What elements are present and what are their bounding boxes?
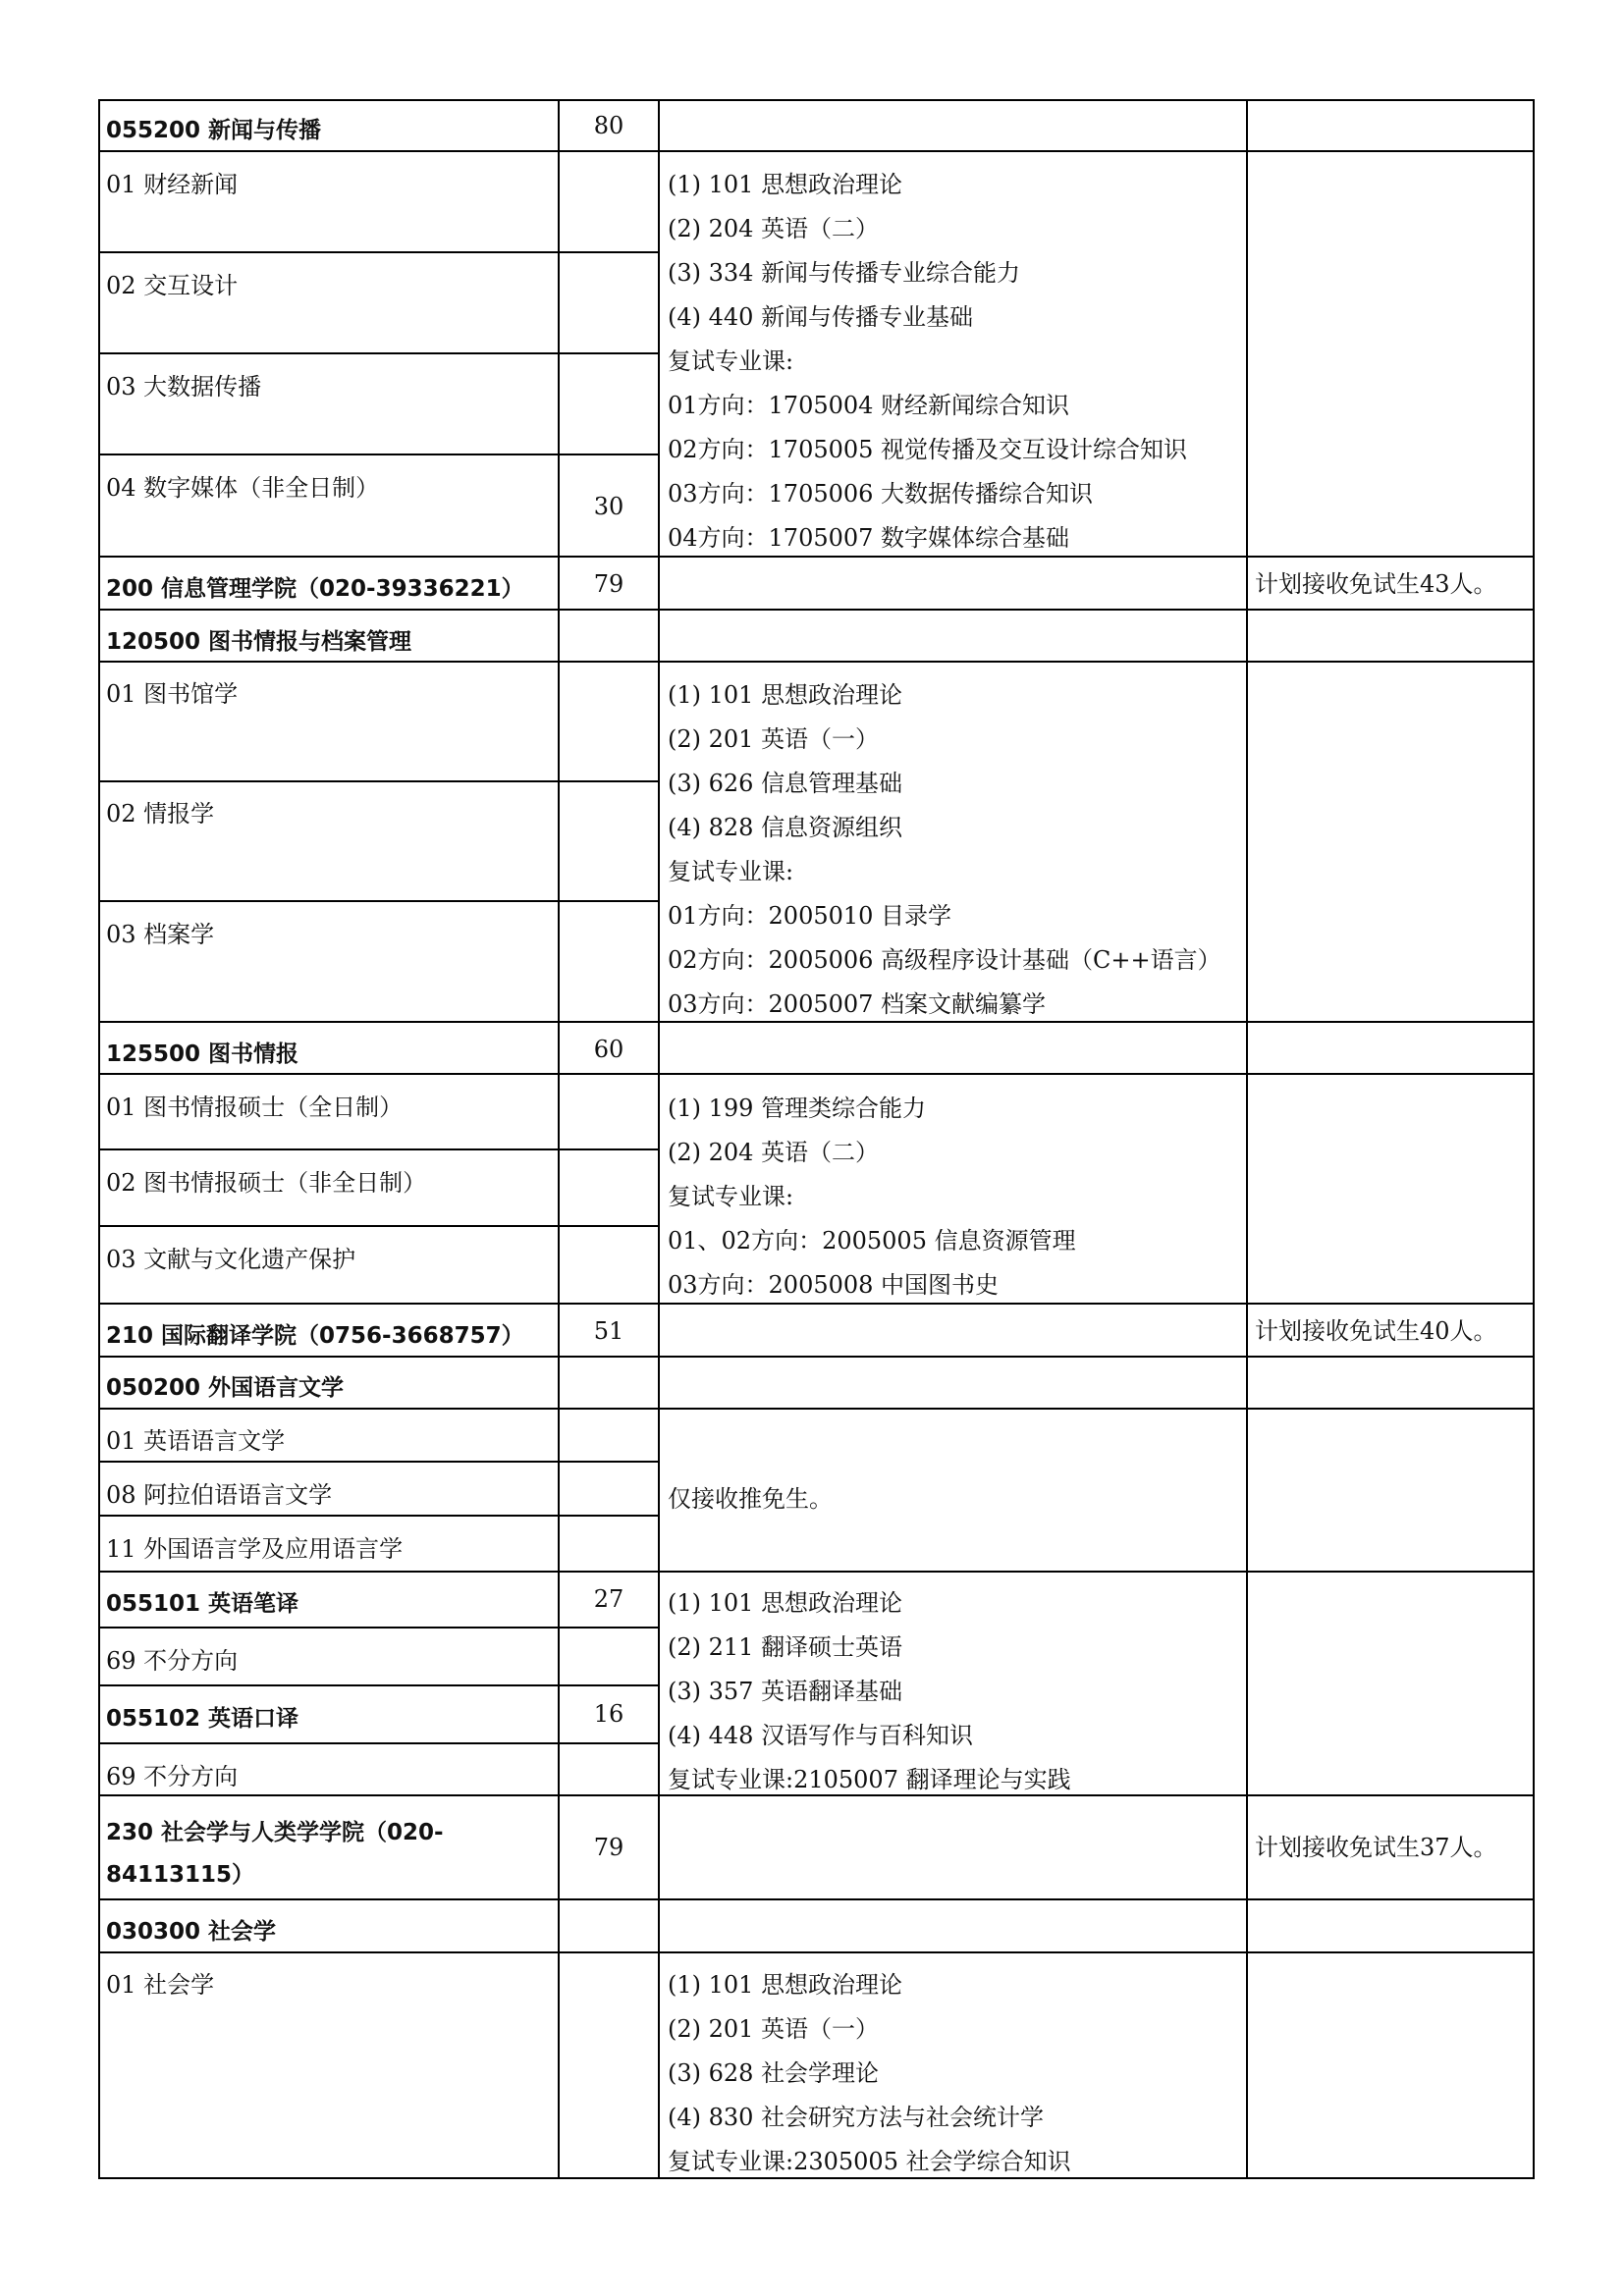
exam-line: (1) 101 思想政治理论 bbox=[668, 171, 903, 198]
direction-name: 01 财经新闻 bbox=[106, 171, 239, 198]
program-heading: 050200 外国语言文学 bbox=[106, 1375, 345, 1401]
exam-line: (2) 204 英语（二） bbox=[668, 215, 880, 242]
direction-name: 04 数字媒体（非全日制） bbox=[106, 474, 380, 502]
program-heading: 030300 社会学 bbox=[106, 1919, 277, 1945]
exam-line: 01方向：2005010 目录学 bbox=[668, 902, 952, 930]
exam-line: (2) 201 英语（一） bbox=[668, 2015, 880, 2043]
exam-line: (1) 101 思想政治理论 bbox=[668, 1971, 903, 1999]
exam-line: 03方向：1705006 大数据传播综合知识 bbox=[668, 480, 1094, 507]
direction-name: 02 交互设计 bbox=[106, 272, 239, 299]
exam-line: (2) 201 英语（一） bbox=[668, 725, 880, 753]
direction-name: 02 情报学 bbox=[106, 800, 215, 828]
quota: 51 bbox=[593, 1317, 624, 1345]
exam-line: 复试专业课:2305005 社会学综合知识 bbox=[668, 2148, 1071, 2175]
exam-line: 04方向：1705007 数字媒体综合基础 bbox=[668, 524, 1070, 552]
school-heading-line2: 84113115） bbox=[106, 1862, 255, 1888]
exam-line: 03方向：2005007 档案文献编纂学 bbox=[668, 990, 1047, 1018]
exam-line: (1) 101 思想政治理论 bbox=[668, 1589, 903, 1617]
quota: 79 bbox=[593, 1834, 624, 1861]
exam-line: (1) 101 思想政治理论 bbox=[668, 681, 903, 709]
remark: 计划接收免试生37人。 bbox=[1255, 1834, 1497, 1861]
exam-line: 复试专业课: bbox=[668, 858, 794, 885]
exam-line: 02方向：1705005 视觉传播及交互设计综合知识 bbox=[668, 436, 1188, 463]
direction-name: 01 英语语言文学 bbox=[106, 1427, 286, 1455]
quota: 30 bbox=[593, 493, 624, 520]
exam-line: 复试专业课: bbox=[668, 1183, 794, 1210]
exam-line: (1) 199 管理类综合能力 bbox=[668, 1095, 927, 1122]
exam-line: (4) 440 新闻与传播专业基础 bbox=[668, 303, 974, 331]
program-heading: 055102 英语口译 bbox=[106, 1706, 299, 1732]
direction-name: 01 图书馆学 bbox=[106, 680, 239, 708]
exam-line: 复试专业课:2105007 翻译理论与实践 bbox=[668, 1766, 1071, 1793]
exam-line: (4) 830 社会研究方法与社会统计学 bbox=[668, 2104, 1045, 2131]
program-heading: 055101 英语笔译 bbox=[106, 1591, 299, 1617]
direction-name: 69 不分方向 bbox=[106, 1763, 239, 1790]
exam-subjects-journalism bbox=[668, 163, 1187, 561]
school-heading: 200 信息管理学院（020-39336221） bbox=[106, 576, 524, 602]
quota: 60 bbox=[593, 1036, 624, 1063]
exam-line: 02方向：2005006 高级程序设计基础（C++语言） bbox=[668, 946, 1221, 974]
exam-line: 01方向：1705004 财经新闻综合知识 bbox=[668, 392, 1070, 419]
direction-name: 01 社会学 bbox=[106, 1971, 215, 1999]
exam-line: (4) 828 信息资源组织 bbox=[668, 814, 903, 841]
program-heading: 120500 图书情报与档案管理 bbox=[106, 629, 412, 655]
exam-line: 复试专业课: bbox=[668, 347, 794, 375]
quota: 27 bbox=[593, 1585, 624, 1613]
direction-name: 69 不分方向 bbox=[106, 1647, 239, 1675]
program-heading: 055200 新闻与传播 bbox=[106, 118, 322, 143]
remark: 计划接收免试生43人。 bbox=[1255, 570, 1497, 598]
direction-name: 08 阿拉伯语语言文学 bbox=[106, 1481, 333, 1509]
direction-name: 03 文献与文化遗产保护 bbox=[106, 1246, 356, 1273]
remark: 计划接收免试生40人。 bbox=[1255, 1317, 1497, 1345]
quota: 16 bbox=[593, 1700, 624, 1728]
direction-name: 02 图书情报硕士（非全日制） bbox=[106, 1169, 427, 1197]
exam-line: (3) 628 社会学理论 bbox=[668, 2059, 880, 2087]
exam-line: (3) 626 信息管理基础 bbox=[668, 770, 903, 797]
exam-subjects-translation bbox=[668, 1581, 1071, 1802]
exam-line: (3) 334 新闻与传播专业综合能力 bbox=[668, 259, 1021, 287]
exam-subjects-sociology bbox=[668, 1963, 1071, 2184]
exam-subjects-library-archives bbox=[668, 673, 1221, 1027]
exam-note-foreign-literature: 仅接收推免生。 bbox=[668, 1485, 833, 1513]
direction-name: 03 大数据传播 bbox=[106, 373, 262, 400]
program-heading: 125500 图书情报 bbox=[106, 1041, 299, 1067]
direction-name: 03 档案学 bbox=[106, 921, 215, 948]
direction-name: 01 图书情报硕士（全日制） bbox=[106, 1094, 404, 1121]
school-heading-line1: 230 社会学与人类学学院（020- bbox=[106, 1820, 444, 1845]
exam-subjects-library-info bbox=[668, 1087, 1076, 1308]
direction-name: 11 外国语言学及应用语言学 bbox=[106, 1535, 404, 1563]
quota: 80 bbox=[593, 112, 624, 139]
quota: 79 bbox=[593, 570, 624, 598]
exam-line: 01、02方向：2005005 信息资源管理 bbox=[668, 1227, 1076, 1255]
exam-line: 03方向：2005008 中国图书史 bbox=[668, 1271, 1000, 1299]
exam-line: (2) 211 翻译硕士英语 bbox=[668, 1633, 903, 1661]
school-heading: 210 国际翻译学院（0756-3668757） bbox=[106, 1323, 524, 1349]
exam-line: (3) 357 英语翻译基础 bbox=[668, 1678, 903, 1705]
exam-line: (2) 204 英语（二） bbox=[668, 1139, 880, 1166]
exam-line: (4) 448 汉语写作与百科知识 bbox=[668, 1722, 974, 1749]
